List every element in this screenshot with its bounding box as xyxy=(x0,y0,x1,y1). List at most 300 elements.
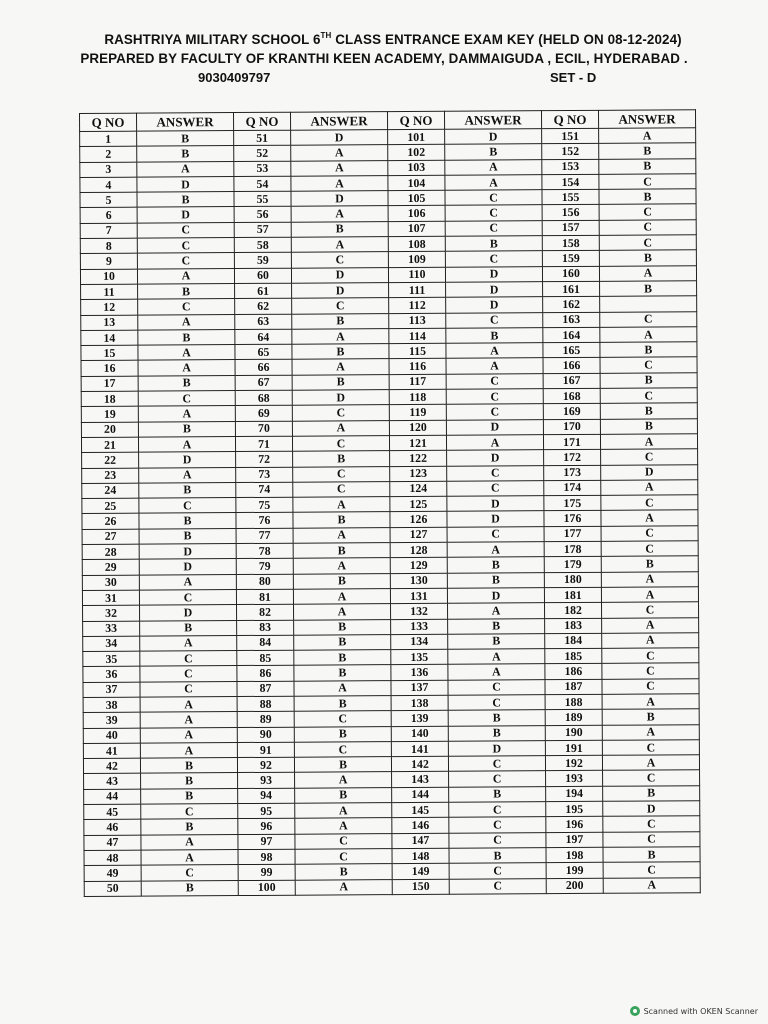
answer-cell: A xyxy=(138,345,235,361)
answer-cell: C xyxy=(292,298,389,314)
question-number-cell: 36 xyxy=(83,667,140,683)
answer-cell: D xyxy=(137,176,234,192)
question-number-cell: 92 xyxy=(237,757,294,773)
question-number-cell: 147 xyxy=(392,833,449,849)
answer-cell: C xyxy=(449,802,546,818)
question-number-cell: 40 xyxy=(83,728,140,744)
answer-cell: B xyxy=(139,513,236,529)
question-number-cell: 113 xyxy=(389,313,446,329)
answer-cell: A xyxy=(293,589,390,605)
answer-cell: D xyxy=(292,283,389,299)
answer-cell: D xyxy=(448,741,545,757)
question-number-cell: 117 xyxy=(389,374,446,390)
answer-cell: C xyxy=(138,299,235,315)
answer-cell: B xyxy=(137,192,234,208)
question-number-cell: 184 xyxy=(545,633,602,649)
answer-cell: C xyxy=(292,405,389,421)
document-header xyxy=(0,30,768,88)
answer-cell: B xyxy=(140,758,237,774)
question-number-cell: 135 xyxy=(391,649,448,665)
answer-cell: C xyxy=(601,541,698,557)
question-number-cell: 118 xyxy=(389,389,446,405)
question-number-cell: 58 xyxy=(234,237,291,253)
answer-cell: B xyxy=(138,375,235,391)
question-number-cell: 37 xyxy=(83,682,140,698)
answer-cell: C xyxy=(602,663,699,679)
answer-cell: D xyxy=(137,207,234,223)
question-number-cell: 198 xyxy=(546,847,603,863)
answer-cell: C xyxy=(446,373,543,389)
answer-cell: D xyxy=(445,129,542,145)
question-number-cell: 74 xyxy=(236,482,293,498)
question-number-cell: 55 xyxy=(234,191,291,207)
question-number-cell: 14 xyxy=(81,330,138,346)
question-number-cell: 15 xyxy=(81,345,138,361)
question-number-cell: 112 xyxy=(389,298,446,314)
answer-cell: B xyxy=(448,725,545,741)
answer-cell: B xyxy=(601,556,698,572)
question-number-cell: 20 xyxy=(81,422,138,438)
answer-cell: A xyxy=(141,849,238,865)
answer-cell: B xyxy=(449,786,546,802)
question-number-cell: 132 xyxy=(391,603,448,619)
question-number-cell: 191 xyxy=(545,740,602,756)
question-number-cell: 22 xyxy=(82,452,139,468)
question-number-cell: 72 xyxy=(236,451,293,467)
answer-cell: C xyxy=(447,465,544,481)
question-number-cell: 145 xyxy=(392,802,449,818)
question-number-cell: 123 xyxy=(390,466,447,482)
question-number-cell: 164 xyxy=(543,327,600,343)
title-superscript: TH xyxy=(320,31,332,40)
answer-cell: A xyxy=(295,879,392,895)
question-number-cell: 66 xyxy=(235,360,292,376)
answer-cell: C xyxy=(599,220,696,236)
question-number-cell: 7 xyxy=(80,223,137,239)
question-number-cell: 85 xyxy=(237,650,294,666)
answer-cell: D xyxy=(603,801,700,817)
question-number-cell: 111 xyxy=(389,282,446,298)
question-number-cell: 176 xyxy=(544,511,601,527)
answer-cell: A xyxy=(291,206,388,222)
scanner-logo-icon xyxy=(630,1006,640,1016)
answer-cell: B xyxy=(137,146,234,162)
answer-cell: D xyxy=(139,544,236,560)
question-number-cell: 30 xyxy=(82,575,139,591)
question-number-cell: 109 xyxy=(388,252,445,268)
answer-cell: C xyxy=(448,756,545,772)
question-number-cell: 63 xyxy=(235,314,292,330)
question-number-cell: 115 xyxy=(389,343,446,359)
question-number-cell: 17 xyxy=(81,376,138,392)
question-number-cell: 26 xyxy=(82,514,139,530)
answer-cell: C xyxy=(445,220,542,236)
scanner-watermark xyxy=(630,1006,758,1016)
question-number-cell: 171 xyxy=(543,434,600,450)
question-number-cell: 93 xyxy=(238,773,295,789)
question-number-cell: 43 xyxy=(84,774,141,790)
answer-cell: A xyxy=(599,265,696,281)
answer-cell: A xyxy=(140,712,237,728)
question-number-cell: 52 xyxy=(234,146,291,162)
question-number-cell: 151 xyxy=(542,128,599,144)
question-number-cell: 121 xyxy=(389,435,446,451)
answer-cell: A xyxy=(140,697,237,713)
question-number-cell: 167 xyxy=(543,373,600,389)
answer-key-table-wrapper xyxy=(79,109,701,897)
answer-cell: A xyxy=(600,327,697,343)
answer-cell: B xyxy=(293,512,390,528)
answer-cell: C xyxy=(139,589,236,605)
answer-cell: A xyxy=(293,527,390,543)
question-number-cell: 152 xyxy=(542,144,599,160)
answer-cell: C xyxy=(294,741,391,757)
answer-cell: A xyxy=(138,406,235,422)
answer-cell: A xyxy=(138,314,235,330)
answer-cell: A xyxy=(140,742,237,758)
answer-cell: C xyxy=(601,449,698,465)
answer-cell: B xyxy=(600,281,697,297)
answer-cell: C xyxy=(448,695,545,711)
question-number-cell: 120 xyxy=(389,420,446,436)
question-number-cell: 81 xyxy=(236,589,293,605)
answer-cell: C xyxy=(141,865,238,881)
answer-cell: A xyxy=(291,176,388,192)
answer-cell: C xyxy=(599,235,696,251)
question-number-cell: 59 xyxy=(234,253,291,269)
question-number-cell: 124 xyxy=(390,481,447,497)
question-number-cell: 108 xyxy=(388,236,445,252)
question-number-cell: 6 xyxy=(80,208,137,224)
question-number-cell: 16 xyxy=(81,361,138,377)
answer-cell: A xyxy=(445,175,542,191)
answer-cell: B xyxy=(602,709,699,725)
answer-cell: C xyxy=(449,878,546,894)
answer-cell: A xyxy=(295,803,392,819)
answer-cell: D xyxy=(140,605,237,621)
answer-cell: C xyxy=(446,389,543,405)
answer-cell: A xyxy=(602,755,699,771)
question-number-cell: 139 xyxy=(391,711,448,727)
question-number-cell: 163 xyxy=(543,312,600,328)
answer-cell: A xyxy=(137,161,234,177)
answer-cell: D xyxy=(139,559,236,575)
question-number-cell: 19 xyxy=(81,406,138,422)
answer-cell: C xyxy=(445,190,542,206)
answer-cell: A xyxy=(293,497,390,513)
question-number-cell: 195 xyxy=(546,801,603,817)
question-number-cell: 110 xyxy=(388,267,445,283)
answer-cell: A xyxy=(448,603,545,619)
question-number-cell: 76 xyxy=(236,513,293,529)
question-number-cell: 158 xyxy=(542,235,599,251)
question-number-cell: 90 xyxy=(237,727,294,743)
answer-cell: D xyxy=(291,191,388,207)
question-number-cell: 78 xyxy=(236,543,293,559)
question-number-cell: 161 xyxy=(543,281,600,297)
question-number-cell: 75 xyxy=(236,497,293,513)
question-number-cell: 35 xyxy=(83,651,140,667)
question-number-cell: 77 xyxy=(236,528,293,544)
question-number-cell: 12 xyxy=(81,299,138,315)
question-number-cell: 23 xyxy=(82,468,139,484)
question-number-cell: 169 xyxy=(543,404,600,420)
title-text: RASHTRIYA MILITARY SCHOOL 6 xyxy=(104,32,321,47)
answer-cell: B xyxy=(138,421,235,437)
answer-cell: C xyxy=(446,404,543,420)
question-number-cell: 99 xyxy=(238,864,295,880)
question-number-cell: 50 xyxy=(84,881,141,897)
question-number-cell: 27 xyxy=(82,529,139,545)
answer-cell: B xyxy=(293,451,390,467)
question-number-cell: 11 xyxy=(81,284,138,300)
column-header: ANSWER xyxy=(598,110,695,129)
answer-cell: D xyxy=(139,452,236,468)
answer-cell: B xyxy=(446,328,543,344)
question-number-cell: 197 xyxy=(546,832,603,848)
question-number-cell: 89 xyxy=(237,711,294,727)
column-header: Q NO xyxy=(541,110,598,128)
question-number-cell: 10 xyxy=(80,269,137,285)
question-number-cell: 153 xyxy=(542,159,599,175)
question-number-cell: 53 xyxy=(234,161,291,177)
question-number-cell: 155 xyxy=(542,190,599,206)
question-number-cell: 196 xyxy=(546,817,603,833)
answer-cell: D xyxy=(445,266,542,282)
question-number-cell: 143 xyxy=(392,772,449,788)
column-header: Q NO xyxy=(387,111,444,129)
answer-cell: B xyxy=(137,131,234,147)
question-number-cell: 33 xyxy=(83,621,140,637)
answer-cell: C xyxy=(294,711,391,727)
question-number-cell: 98 xyxy=(238,849,295,865)
question-number-cell: 160 xyxy=(542,266,599,282)
answer-cell: A xyxy=(602,724,699,740)
question-number-cell: 188 xyxy=(545,694,602,710)
answer-cell: B xyxy=(295,864,392,880)
question-number-cell: 1 xyxy=(80,131,137,147)
answer-cell: B xyxy=(294,757,391,773)
answer-cell: A xyxy=(448,664,545,680)
question-number-cell: 38 xyxy=(83,697,140,713)
answer-cell: A xyxy=(448,649,545,665)
question-number-cell: 42 xyxy=(83,758,140,774)
answer-cell: C xyxy=(603,831,700,847)
answer-cell: C xyxy=(603,862,700,878)
answer-cell: C xyxy=(139,498,236,514)
answer-cell: C xyxy=(447,480,544,496)
question-number-cell: 174 xyxy=(544,480,601,496)
answer-cell: C xyxy=(600,357,697,373)
question-number-cell: 200 xyxy=(546,878,603,894)
question-number-cell: 150 xyxy=(392,879,449,895)
question-number-cell: 57 xyxy=(234,222,291,238)
answer-cell: A xyxy=(447,542,544,558)
answer-cell: A xyxy=(445,159,542,175)
question-number-cell: 83 xyxy=(237,620,294,636)
answer-cell: B xyxy=(599,250,696,266)
answer-cell: C xyxy=(295,849,392,865)
question-number-cell: 162 xyxy=(543,297,600,313)
question-number-cell: 136 xyxy=(391,665,448,681)
answer-cell: B xyxy=(600,403,697,419)
answer-cell: B xyxy=(600,418,697,434)
answer-cell: A xyxy=(295,818,392,834)
question-number-cell: 125 xyxy=(390,496,447,512)
question-number-cell: 44 xyxy=(84,789,141,805)
question-number-cell: 187 xyxy=(545,679,602,695)
answer-cell: A xyxy=(139,467,236,483)
question-number-cell: 71 xyxy=(235,436,292,452)
answer-cell: C xyxy=(449,863,546,879)
set-label: SET - D xyxy=(550,70,597,85)
question-number-cell: 180 xyxy=(544,572,601,588)
answer-cell: C xyxy=(449,832,546,848)
question-number-cell: 119 xyxy=(389,405,446,421)
question-number-cell: 18 xyxy=(81,391,138,407)
answer-cell: A xyxy=(137,268,234,284)
question-number-cell: 86 xyxy=(237,666,294,682)
answer-cell: C xyxy=(293,466,390,482)
answer-cell: A xyxy=(446,435,543,451)
answer-cell: B xyxy=(293,543,390,559)
answer-cell: D xyxy=(447,496,544,512)
question-number-cell: 8 xyxy=(80,238,137,254)
question-number-cell: 41 xyxy=(83,743,140,759)
question-number-cell: 137 xyxy=(391,680,448,696)
answer-cell: C xyxy=(600,311,697,327)
answer-cell: C xyxy=(602,678,699,694)
answer-cell: A xyxy=(292,328,389,344)
question-number-cell: 21 xyxy=(81,437,138,453)
question-number-cell: 181 xyxy=(544,587,601,603)
answer-cell: A xyxy=(446,358,543,374)
answer-cell: A xyxy=(292,359,389,375)
question-number-cell: 177 xyxy=(544,526,601,542)
answer-cell: A xyxy=(291,145,388,161)
answer-cell: B xyxy=(294,726,391,742)
question-number-cell: 47 xyxy=(84,835,141,851)
question-number-cell: 88 xyxy=(237,696,294,712)
answer-cell: B xyxy=(138,329,235,345)
answer-cell: A xyxy=(140,635,237,651)
answer-cell: A xyxy=(446,343,543,359)
answer-cell: C xyxy=(449,771,546,787)
question-number-cell: 173 xyxy=(544,465,601,481)
question-number-cell: 96 xyxy=(238,819,295,835)
answer-cell: B xyxy=(292,374,389,390)
question-number-cell: 29 xyxy=(82,559,139,575)
answer-cell: C xyxy=(446,312,543,328)
answer-cell: D xyxy=(291,130,388,146)
answer-cell: C xyxy=(448,679,545,695)
answer-cell: C xyxy=(601,495,698,511)
question-number-cell: 68 xyxy=(235,390,292,406)
question-number-cell: 49 xyxy=(84,865,141,881)
question-number-cell: 168 xyxy=(543,388,600,404)
question-number-cell: 141 xyxy=(391,741,448,757)
question-number-cell: 100 xyxy=(238,880,295,896)
answer-cell: D xyxy=(446,282,543,298)
question-number-cell: 146 xyxy=(392,818,449,834)
answer-cell: B xyxy=(141,773,238,789)
answer-cell: C xyxy=(603,816,700,832)
answer-cell: C xyxy=(602,648,699,664)
answer-cell: A xyxy=(601,480,698,496)
question-number-cell: 46 xyxy=(84,819,141,835)
answer-cell: C xyxy=(602,740,699,756)
answer-cell: C xyxy=(449,817,546,833)
question-number-cell: 140 xyxy=(391,726,448,742)
question-number-cell: 91 xyxy=(237,742,294,758)
question-number-cell: 199 xyxy=(546,863,603,879)
question-number-cell: 129 xyxy=(390,558,447,574)
answer-cell: B xyxy=(599,189,696,205)
question-number-cell: 106 xyxy=(388,206,445,222)
question-number-cell: 193 xyxy=(546,771,603,787)
question-number-cell: 157 xyxy=(542,220,599,236)
answer-cell: B xyxy=(294,619,391,635)
answer-cell: B xyxy=(294,650,391,666)
answer-cell: A xyxy=(293,558,390,574)
column-header: ANSWER xyxy=(444,111,541,130)
question-number-cell: 24 xyxy=(82,483,139,499)
answer-cell: B xyxy=(141,788,238,804)
answer-cell: B xyxy=(139,482,236,498)
question-number-cell: 56 xyxy=(234,207,291,223)
answer-cell: B xyxy=(599,158,696,174)
question-number-cell: 87 xyxy=(237,681,294,697)
question-number-cell: 122 xyxy=(390,450,447,466)
question-number-cell: 31 xyxy=(82,590,139,606)
title-line xyxy=(18,30,768,49)
question-number-cell: 165 xyxy=(543,342,600,358)
question-number-cell: 138 xyxy=(391,695,448,711)
answer-cell: B xyxy=(445,144,542,160)
question-number-cell: 28 xyxy=(82,544,139,560)
answer-cell: D xyxy=(446,297,543,313)
question-number-cell: 103 xyxy=(388,160,445,176)
question-number-cell: 148 xyxy=(392,848,449,864)
answer-cell: C xyxy=(292,436,389,452)
answer-cell: C xyxy=(138,391,235,407)
question-number-cell: 32 xyxy=(83,605,140,621)
question-number-cell: 178 xyxy=(544,541,601,557)
question-number-cell: 183 xyxy=(545,618,602,634)
answer-cell: B xyxy=(600,342,697,358)
question-number-cell: 126 xyxy=(390,512,447,528)
question-number-cell: 34 xyxy=(83,636,140,652)
answer-cell: C xyxy=(601,525,698,541)
answer-cell: B xyxy=(138,284,235,300)
answer-cell: B xyxy=(141,819,238,835)
answer-cell: A xyxy=(601,587,698,603)
question-number-cell: 128 xyxy=(390,542,447,558)
answer-cell: B xyxy=(448,633,545,649)
question-number-cell: 179 xyxy=(544,557,601,573)
answer-cell: C xyxy=(141,804,238,820)
answer-cell: B xyxy=(447,572,544,588)
question-number-cell: 84 xyxy=(237,635,294,651)
answer-cell: B xyxy=(448,618,545,634)
question-number-cell: 5 xyxy=(80,192,137,208)
question-number-cell: 82 xyxy=(237,604,294,620)
column-header: ANSWER xyxy=(137,113,234,132)
answer-cell: B xyxy=(448,710,545,726)
question-number-cell: 13 xyxy=(81,315,138,331)
answer-cell: B xyxy=(447,557,544,573)
question-number-cell: 65 xyxy=(235,344,292,360)
